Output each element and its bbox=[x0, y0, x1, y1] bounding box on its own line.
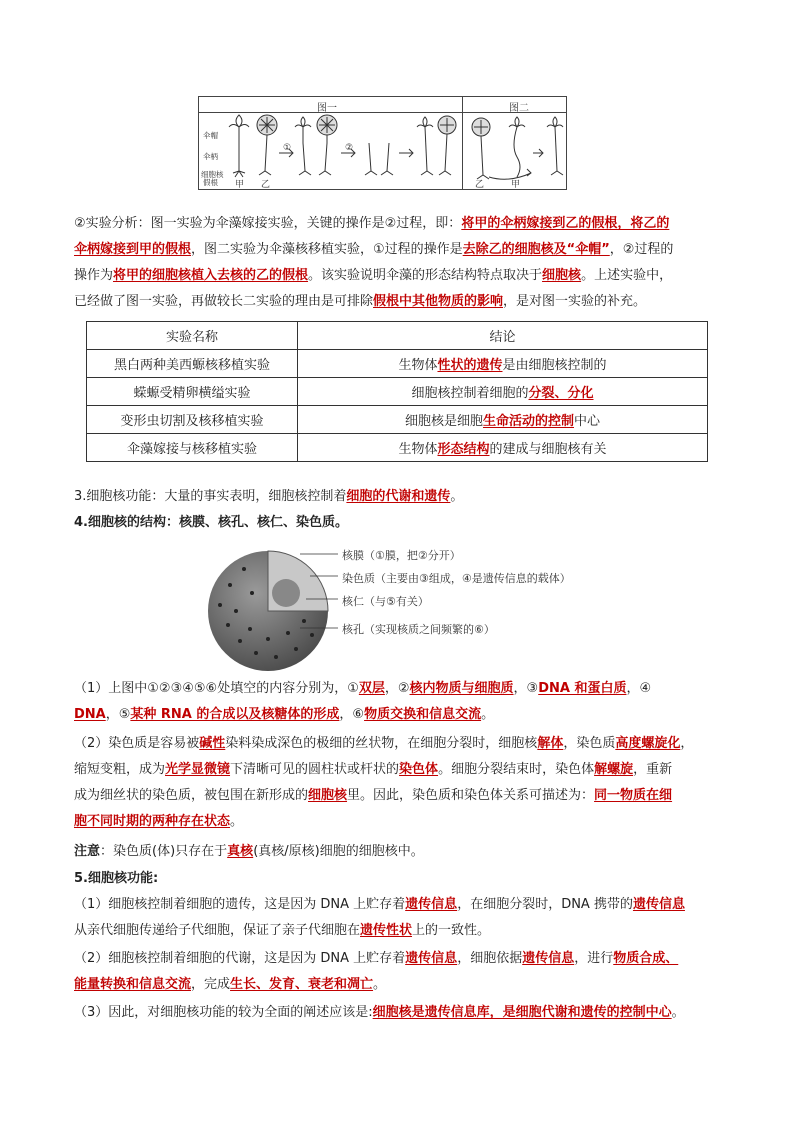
label-cap: 伞帽 bbox=[203, 131, 218, 140]
table-cell: 蝾螈受精卵横缢实验 bbox=[87, 378, 298, 406]
label-nuclear-envelope: 核膜（①膜，把②分开） bbox=[342, 549, 461, 562]
q2-line-1: （2）染色质是容易被碱性染料染成深色的极细的丝状物，在细胞分裂时，细胞核解体，染色质高度螺旋化， bbox=[74, 736, 694, 751]
figure-caption-1: 图一 bbox=[317, 103, 337, 114]
s5-p1-line-2: 从亲代细胞传递给子代细胞，保证了亲子代细胞在遗传性状上的一致性。 bbox=[74, 923, 491, 938]
section-5-title: 5.细胞核功能: bbox=[74, 871, 159, 886]
label-rhizoid: 假根 bbox=[203, 178, 218, 187]
step-2: ② bbox=[345, 143, 354, 153]
q1-line-1: （1）上图中①②③④⑤⑥处填空的内容分别为，①双层，②核内物质与细胞质，③DNA 和蛋白质，④ bbox=[74, 681, 652, 696]
diagram-leader-lines bbox=[300, 548, 340, 638]
table-row bbox=[87, 406, 708, 434]
table-row bbox=[87, 378, 708, 406]
label-yi: 乙 bbox=[261, 180, 271, 190]
table-cell: 变形虫切割及核移植实验 bbox=[87, 406, 298, 434]
q2-line-2: 缩短变粗，成为光学显微镜下清晰可见的圆柱状或杆状的染色体。细胞分裂结束时，染色体解螺旋，重新 bbox=[74, 762, 673, 777]
label-yi-2: 乙 bbox=[475, 180, 485, 190]
table-cell: 伞藻嫁接与核移植实验 bbox=[87, 434, 298, 462]
label-jia: 甲 bbox=[235, 180, 245, 190]
section-4-title: 4.细胞核的结构：核膜、核孔、核仁、染色质。 bbox=[74, 515, 348, 530]
experiment-table bbox=[86, 321, 708, 462]
analysis-line-2: 伞柄嫁接到甲的假根，图二实验为伞藻核移植实验，①过程的操作是去除乙的细胞核及“伞帽”，②过程的 bbox=[74, 242, 674, 257]
label-nucleolus: 核仁（与⑤有关） bbox=[342, 595, 429, 608]
analysis-line-3: 操作为将甲的细胞核植入去核的乙的假根。该实验说明伞藻的形态结构特点取决于细胞核。上述实验中， bbox=[74, 268, 673, 283]
table-cell: 黑白两种美西螈核移植实验 bbox=[87, 350, 298, 378]
analysis-line-4: 已经做了图一实验，再做较长二实验的理由是可排除假根中其他物质的影响，是对图一实验的补充。 bbox=[74, 294, 647, 309]
table-header-row bbox=[87, 322, 708, 350]
label-nucleus: 细胞核 bbox=[201, 170, 224, 179]
s5-p2-line-2: 能量转换和信息交流，完成生长、发育、衰老和凋亡。 bbox=[74, 977, 387, 992]
table-header: 结论 bbox=[298, 322, 708, 350]
q1-line-2: DNA，⑤某种 RNA 的合成以及核糖体的形成，⑥物质交换和信息交流。 bbox=[74, 707, 495, 722]
table-cell: 细胞核控制着细胞的分裂、分化 bbox=[298, 378, 708, 406]
label-nuclear-pore: 核孔（实现核质之间频繁的⑥） bbox=[342, 623, 495, 636]
section-3: 3.细胞核功能：大量的事实表明，细胞核控制着细胞的代谢和遗传。 bbox=[74, 489, 464, 504]
table-cell: 细胞核是细胞生命活动的控制中心 bbox=[298, 406, 708, 434]
analysis-line-1: ②实验分析：图一实验为伞藻嫁接实验，关键的操作是②过程，即：将甲的伞柄嫁接到乙的假根，将乙的 bbox=[74, 216, 670, 231]
s5-p1-line-1: （1）细胞核控制着细胞的遗传，这是因为 DNA 上贮存着遗传信息，在细胞分裂时，DNA 携带的遗传信息 bbox=[74, 897, 685, 912]
s5-p2-line-1: （2）细胞核控制着细胞的代谢，这是因为 DNA 上贮存着遗传信息，细胞依据遗传信息，进行物质合成、 bbox=[74, 951, 679, 966]
table-cell: 生物体形态结构的建成与细胞核有关 bbox=[298, 434, 708, 462]
note: 注意：染色质(体)只存在于真核(真核/原核)细胞的细胞核中。 bbox=[74, 844, 424, 859]
table-row bbox=[87, 350, 708, 378]
q2-line-4: 胞不同时期的两种存在状态。 bbox=[74, 814, 244, 829]
figure-caption-2: 图二 bbox=[509, 103, 529, 114]
table-cell: 生物体性状的遗传是由细胞核控制的 bbox=[298, 350, 708, 378]
label-chromatin: 染色质（主要由③组成，④是遗传信息的载体） bbox=[342, 572, 571, 585]
step-1: ① bbox=[283, 143, 292, 153]
table-header: 实验名称 bbox=[87, 322, 298, 350]
q2-line-3: 成为细丝状的染色质，被包围在新形成的细胞核里。因此，染色质和染色体关系可描述为：同一物质在细 bbox=[74, 788, 673, 803]
s5-p3: （3）因此，对细胞核功能的较为全面的阐述应该是:细胞核是遗传信息库，是细胞代谢和遗传的控制中心。 bbox=[74, 1005, 685, 1020]
label-stalk: 伞柄 bbox=[203, 152, 218, 161]
acetabularia-figure bbox=[198, 96, 567, 190]
label-jia-2: 甲 bbox=[511, 180, 521, 190]
table-row bbox=[87, 434, 708, 462]
